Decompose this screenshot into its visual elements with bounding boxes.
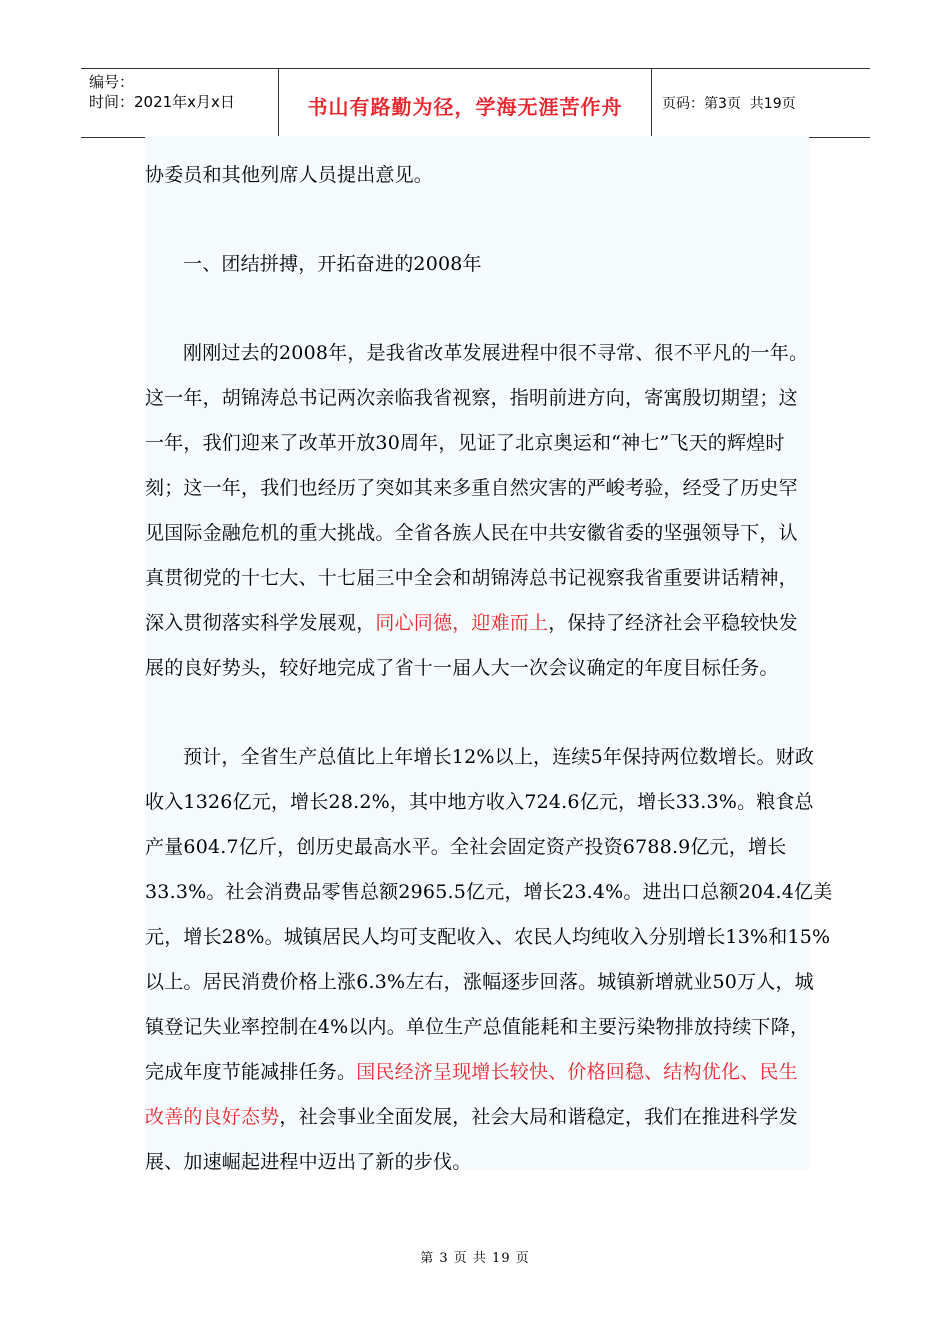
page-header (81, 68, 870, 138)
body-line: 33.3%。社会消费品零售总额2965.5亿元，增长23.4%。进出口总额204.4亿美 (145, 881, 833, 903)
body-line: 真贯彻党的十七大、十七届三中全会和胡锦涛总书记视察我省重要讲话精神， (145, 567, 798, 589)
body-line: 展、加速崛起进程中迈出了新的步伐。 (145, 1151, 472, 1173)
body-line: 预计，全省生产总值比上年增长12%以上，连续5年保持两位数增长。财政 (183, 746, 815, 768)
page-footer: 第 3 页 共 19 页 (420, 1251, 530, 1266)
header-motto: 书山有路勤为径，学海无涯苦作舟 (307, 94, 623, 119)
body-line (145, 1061, 798, 1083)
body-line (145, 612, 798, 634)
header-motto-cell (279, 69, 652, 137)
body-text: 深入贯彻落实科学发展观， (145, 612, 376, 634)
section-heading: 一、团结拼搏，开拓奋进的2008年 (183, 253, 482, 275)
body-line: 镇登记失业率控制在4%以内。单位生产总值能耗和主要污染物排放持续下降， (145, 1016, 810, 1038)
highlighted-text: 同心同德，迎难而上 (375, 612, 549, 634)
body-line (145, 1106, 798, 1128)
body-line: 产量604.7亿斤，创历史最高水平。全社会固定资产投资6788.9亿元，增长 (145, 836, 787, 858)
body-text: 完成年度节能减排任务。 (145, 1061, 357, 1083)
body-line: 协委员和其他列席人员提出意见。 (145, 164, 434, 186)
highlighted-text: 改善的良好态势 (145, 1106, 280, 1128)
header-page-cell (652, 69, 870, 137)
body-line: 以上。居民消费价格上涨6.3%左右，涨幅逐步回落。城镇新增就业50万人，城 (145, 971, 814, 993)
body-line: 刚刚过去的2008年，是我省改革发展进程中很不寻常、很不平凡的一年。 (183, 342, 809, 364)
header-page-label: 页码：第3页 共19页 (662, 96, 796, 112)
body-line: 展的良好势头，较好地完成了省十一届人大一次会议确定的年度目标任务。 (145, 657, 779, 679)
body-line: 收入1326亿元，增长28.2%，其中地方收入724.6亿元，增长33.3%。粮食总 (145, 791, 814, 813)
highlighted-text: 国民经济呈现增长较快、价格回稳、结构优化、民生 (356, 1061, 798, 1083)
header-meta (81, 69, 279, 137)
document-body (145, 136, 833, 1173)
body-line: 见国际金融危机的重大挑战。全省各族人民在中共安徽省委的坚强领导下，认 (145, 522, 798, 544)
body-text: ，保持了经济社会平稳较快发 (548, 612, 798, 634)
body-line: 元，增长28%。城镇居民人均可支配收入、农民人均纯收入分别增长13%和15% (145, 926, 831, 948)
body-line: 刻；这一年，我们也经历了突如其来多重自然灾害的严峻考验，经受了历史罕 (145, 477, 798, 499)
body-text: ，社会事业全面发展，社会大局和谐稳定，我们在推进科学发 (279, 1106, 798, 1128)
body-line: 这一年，胡锦涛总书记两次亲临我省视察，指明前进方向，寄寓殷切期望；这 (145, 387, 798, 409)
document-date-label: 时间：2021年x月x日 (89, 93, 235, 111)
body-line: 一年，我们迎来了改革开放30周年，见证了北京奥运和“神七”飞天的辉煌时 (145, 432, 785, 454)
document-number-label: 编号： (89, 73, 135, 91)
